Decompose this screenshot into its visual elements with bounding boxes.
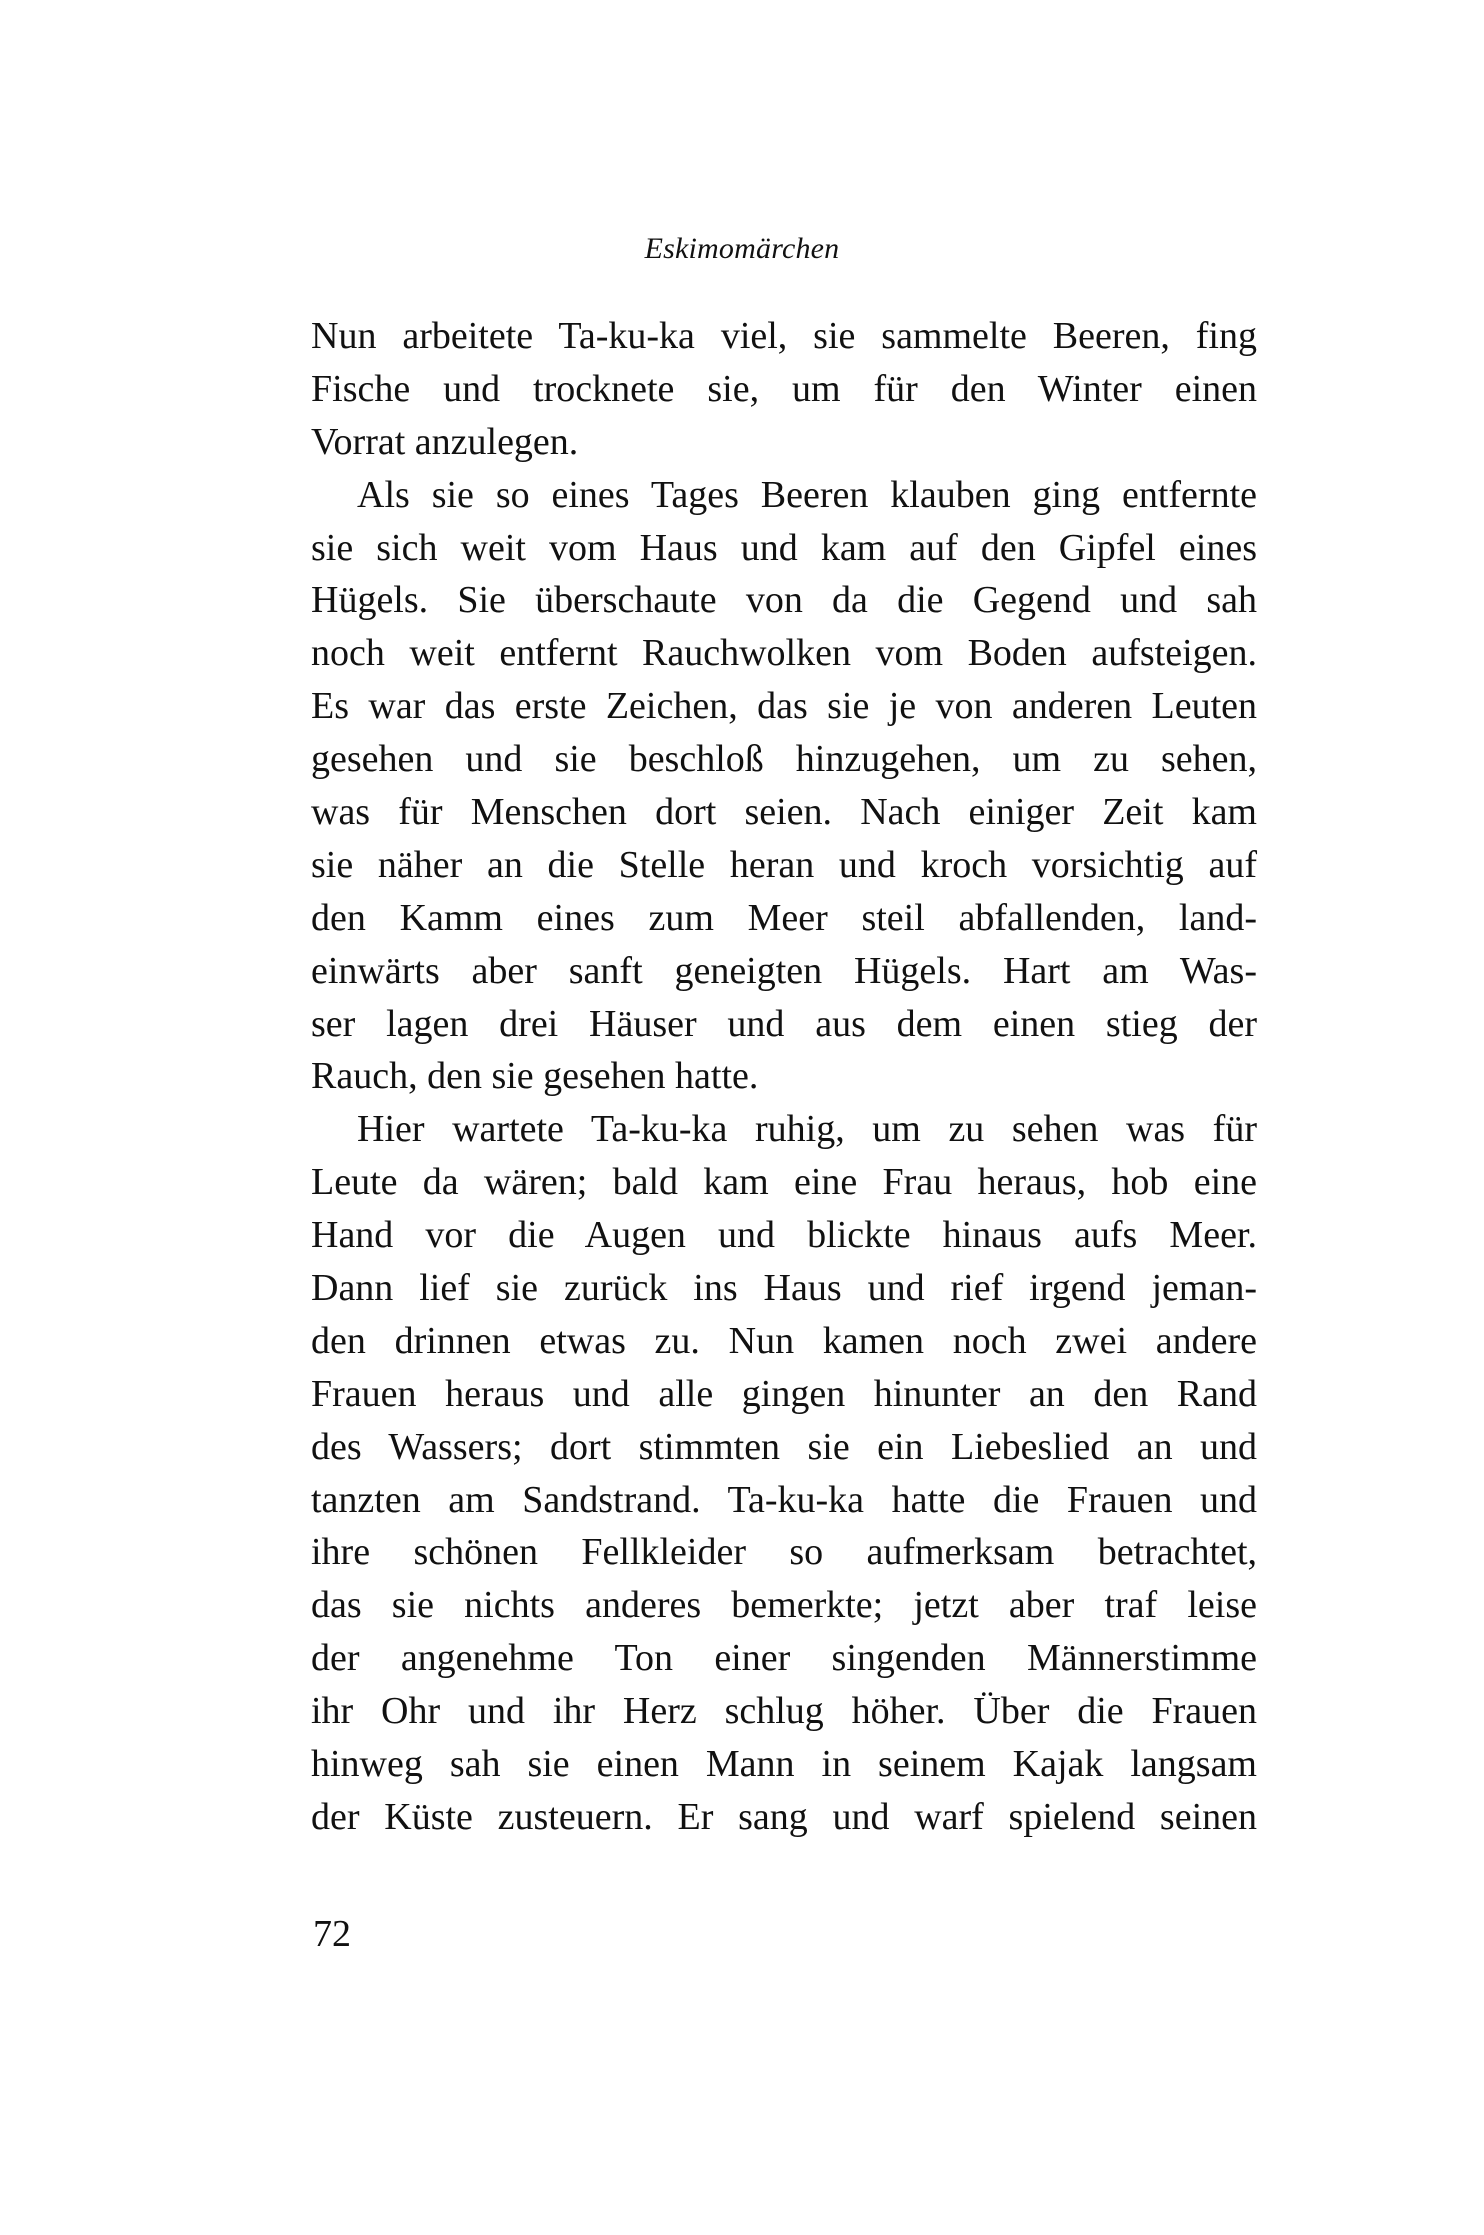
text-line: Rauch, den sie gesehen hatte. <box>311 1055 759 1098</box>
text-line: Es war das erste Zeichen, das sie je von anderen Leuten <box>311 685 1257 728</box>
text-line: einwärts aber sanft geneigten Hügels. Hart am Was- <box>311 949 1257 992</box>
text-line: gesehen und sie beschloß hinzugehen, um zu sehen, <box>311 738 1257 781</box>
text-line: den drinnen etwas zu. Nun kamen noch zwei andere <box>311 1319 1257 1362</box>
text-line: Fische und trocknete sie, um für den Winter einen <box>311 367 1257 410</box>
text-line: der Küste zusteuern. Er sang und warf spielend seinen <box>311 1795 1257 1838</box>
text-line: ihre schönen Fellkleider so aufmerksam betrachtet, <box>311 1531 1257 1574</box>
text-line: Hügels. Sie überschaute von da die Gegend und sah <box>311 579 1257 622</box>
text-line: den Kamm eines zum Meer steil abfallenden, land- <box>311 896 1257 939</box>
text-line: noch weit entfernt Rauchwolken vom Boden aufsteigen. <box>311 632 1257 675</box>
text-line: Frauen heraus und alle gingen hinunter an den Rand <box>311 1372 1257 1415</box>
text-line: das sie nichts anderes bemerkte; jetzt aber traf leise <box>311 1584 1257 1627</box>
text-line: sie näher an die Stelle heran und kroch vorsichtig auf <box>311 843 1257 886</box>
text-line: Hier wartete Ta-ku-ka ruhig, um zu sehen was für <box>357 1108 1257 1151</box>
body-text <box>311 310 1257 1844</box>
text-line: sie sich weit vom Haus und kam auf den Gipfel eines <box>311 526 1257 569</box>
text-line: des Wassers; dort stimmten sie ein Liebeslied an und <box>311 1425 1257 1468</box>
text-line: ser lagen drei Häuser und aus dem einen stieg der <box>311 1002 1257 1045</box>
running-head: Eskimomärchen <box>644 232 840 265</box>
text-line: Dann lief sie zurück ins Haus und rief irgend jeman- <box>311 1267 1257 1310</box>
text-line: tanzten am Sandstrand. Ta-ku-ka hatte die Frauen und <box>311 1478 1257 1521</box>
text-line: hinweg sah sie einen Mann in seinem Kajak langsam <box>311 1743 1257 1786</box>
text-line: Leute da wären; bald kam eine Frau heraus, hob eine <box>311 1161 1257 1204</box>
page-number: 72 <box>313 1913 351 1955</box>
text-line: was für Menschen dort seien. Nach einiger Zeit kam <box>311 791 1257 834</box>
text-line: ihr Ohr und ihr Herz schlug höher. Über die Frauen <box>311 1690 1257 1733</box>
text-line: Als sie so eines Tages Beeren klauben ging entfernte <box>357 473 1257 516</box>
text-line: Vorrat anzulegen. <box>311 420 579 463</box>
text-line: Nun arbeitete Ta-ku-ka viel, sie sammelte Beeren, fing <box>311 315 1257 357</box>
text-line: Hand vor die Augen und blickte hinaus aufs Meer. <box>311 1214 1257 1257</box>
text-line: der angenehme Ton einer singenden Männerstimme <box>311 1637 1257 1680</box>
